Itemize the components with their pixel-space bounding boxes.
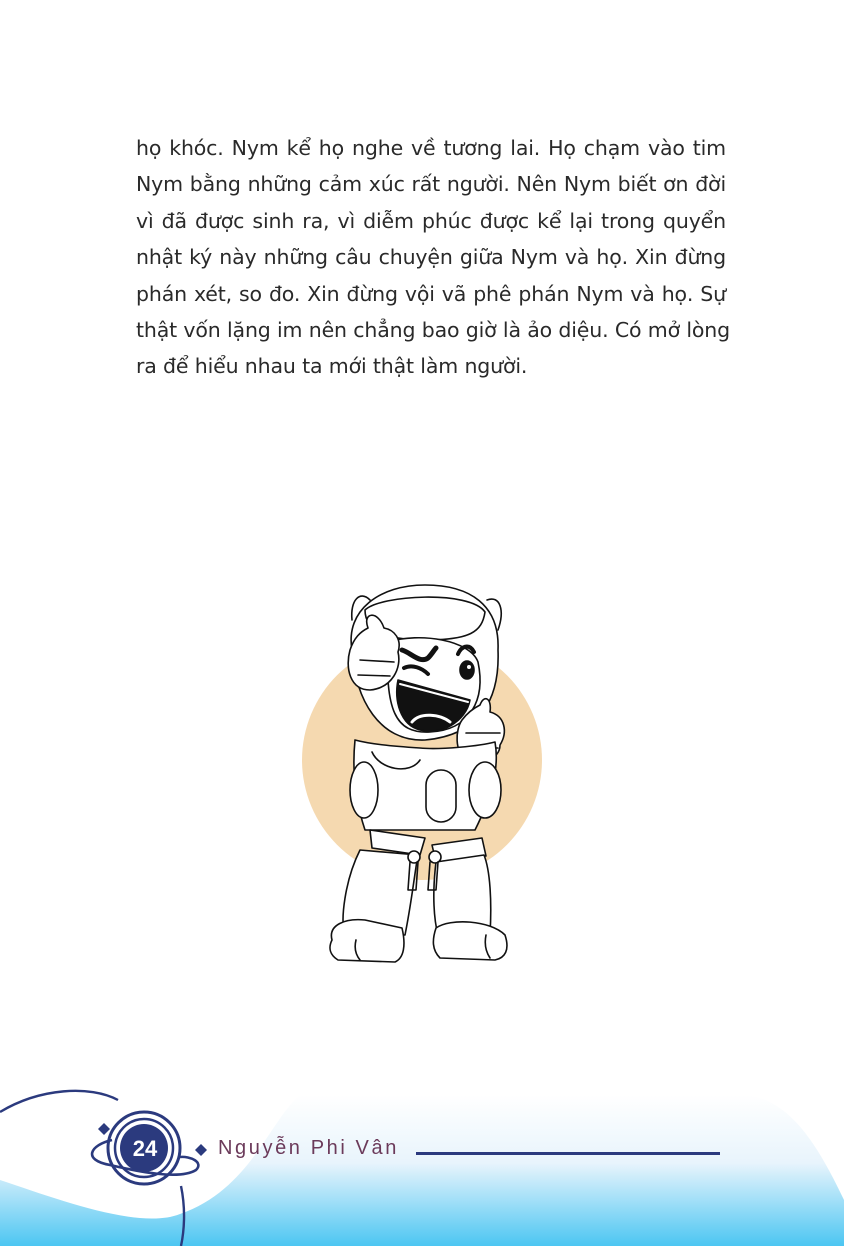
text-line: thật vốn lặng im nên chẳng bao giờ là ảo diệu. Có mở lòng [136, 318, 730, 343]
text-line: ra để hiểu nhau ta mới thật làm người. [136, 354, 528, 379]
page-number: 24 [132, 1136, 158, 1161]
text-line: họ khóc. Nym kể họ nghe về tương lai. Họ chạm vào tim [136, 136, 726, 160]
text-line: vì đã được sinh ra, vì diễm phúc được kể lại trong quyển [136, 208, 726, 233]
text-line: phán xét, so đo. Xin đừng vội vã phê phán Nym và họ. Sự [136, 281, 726, 306]
author-name: Nguyễn Phi Vân [218, 1137, 399, 1159]
text-line: Nym bằng những cảm xúc rất người. Nên Nym biết ơn đời [136, 172, 726, 197]
robot-mascot-illustration [290, 580, 560, 980]
footer-rule [416, 1152, 720, 1155]
body-paragraph [136, 130, 730, 385]
text-line: nhật ký này những câu chuyện giữa Nym và họ. Xin đừng [136, 245, 726, 270]
